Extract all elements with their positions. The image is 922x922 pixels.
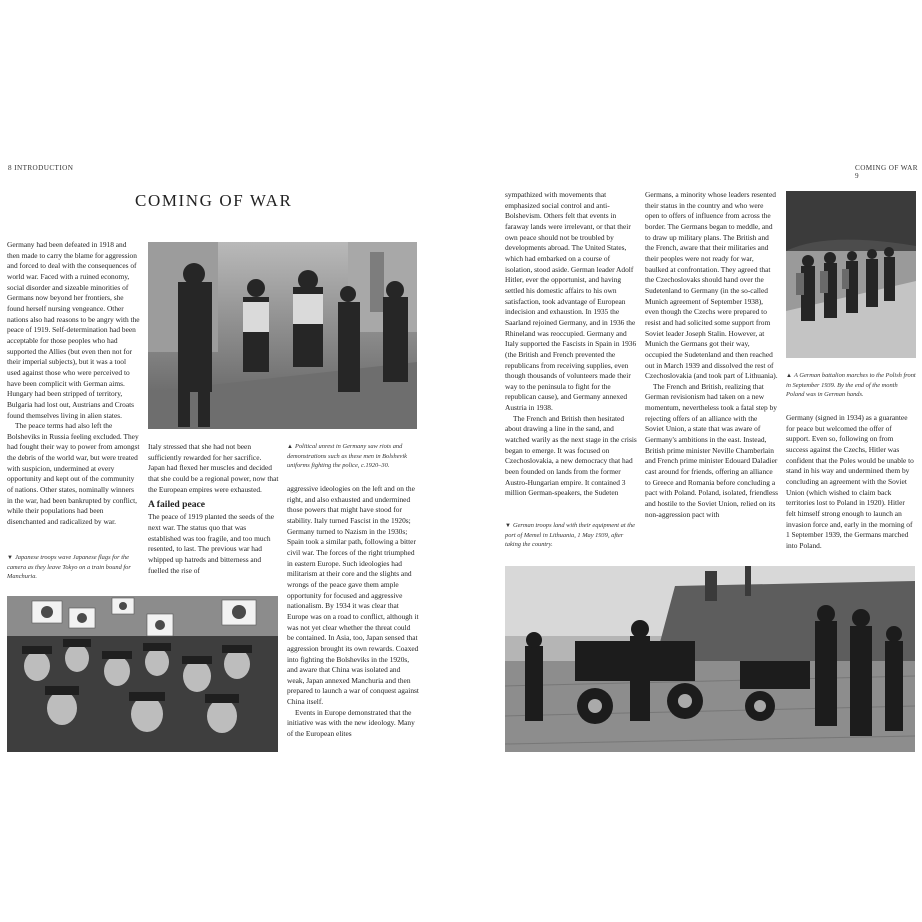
paragraph: The peace of 1919 planted the seeds of the next war. The status quo that was established was too fragile, and too much resented, to last. The previous war had whipped up hatreds and bitterness and fuelled the rise of bbox=[148, 512, 275, 575]
caption-memel: ▼ German troops land with their equipment at the port of Memel in Lithuania, 1 May 1939, after taking the country. bbox=[505, 522, 636, 549]
paragraph: sympathized with movements that emphasized social control and anti-Bolshevism. Others felt that events in faraway lands were irrelevant, or that their own peace should not be troubled by developments abroad. The United States, which had embarked on a course of isolation, stood aside. German leader Adolf Hitler, ever the opportunist, and having settled his domestic affairs to his own satisfaction, took advantage of European indecision and exhaustion. In 1935 the Saarland rejoined Germany, and in 1936 the Rhineland was reoccupied. Germany and Italy supported the Fascists in Spain in 1936 (the British and French prevented the republicans from receiving supplies, even though thousands of volunteers made their way to the peninsula to fight for the republican cause), and Germany annexed Austria in 1938. bbox=[505, 190, 637, 413]
paragraph: Germany (signed in 1934) as a guarantee for peace but welcomed the offer of support. Even so, following on from success against the Czechs, Hitler was confident that the Poles would be unable to stand in his way and undermined them by concluding an agreement with the Soviet Union (which wished to claim back territories lost to Poland in 1920). Hitler felt himself strong enough to launch an invasion force and, early in the morning of 1 September 1939, the Germans marched into Poland. bbox=[786, 413, 914, 550]
running-head-right: COMING OF WAR 9 bbox=[855, 164, 918, 180]
left-column-1 bbox=[7, 240, 140, 528]
caption-arrow-up-icon: ▲ bbox=[287, 444, 293, 450]
right-column-2 bbox=[645, 190, 778, 520]
caption-political-unrest: ▲ Political unrest in Germany saw riots and demonstrations such as these men in Bolshevik uniforms fighting the police, c.1920–30. bbox=[287, 443, 407, 470]
photo-political-unrest bbox=[148, 242, 417, 429]
photo-japanese-troops bbox=[7, 596, 278, 752]
right-column-3 bbox=[786, 413, 916, 552]
paragraph: Italy stressed that she had not been sufficiently rewarded for her sacrifice. Japan had flexed her muscles and decided that she could be a regional power, now that the European empires were exhausted. bbox=[148, 442, 279, 494]
caption-german-battalion: ▲ A German battalion marches to the Polish front in September 1939. By the end of the month Poland was in German hands. bbox=[786, 372, 916, 399]
caption-arrow-down-icon: ▼ bbox=[505, 523, 511, 529]
photo-german-battalion bbox=[786, 191, 916, 358]
subheading: A failed peace bbox=[148, 499, 206, 511]
paragraph: The French and British then hesitated about drawing a line in the sand, and watched warily as the next stage in the crisis began to emerge. It was focused on Czechoslovakia, a new democracy that had been founded on lands from the former Austro-Hungarian empire. It contained 3 million German-speakers, the Sudeten bbox=[505, 413, 637, 498]
photo-memel-landing bbox=[505, 566, 915, 752]
paragraph: Germans, a minority whose leaders resented their status in the country and who were open to offers of influence from across the border. The Germans began to meddle, and to draw up military plans. The British and the French, aware that their militaries and their peoples were not ready for war, baulked at confrontation. They agreed that the Czechoslovaks should hand over the Sudetenland to Germany (in the so-called Munich agreement of September 1938), even though the Czechs were prepared to resist and had solicited some support from Soviet leader Joseph Stalin. However, at Munich the Germans got their way, occupied the Sudetenland and then reached out in March 1939 and dissolved the rest of Czechoslovakia (and took part of Lithuania). bbox=[645, 190, 778, 381]
running-head-left: 8 INTRODUCTION bbox=[8, 164, 74, 172]
left-column-3 bbox=[287, 484, 419, 740]
caption-arrow-up-icon: ▲ bbox=[786, 373, 792, 379]
paragraph: The French and British, realizing that German revisionism had taken on a new momentum, nevertheless took a fatal step by rejecting offers of an alliance with the Soviet Union, a state that was aware of Germany's ambitions in the east. Instead, British prime minister Neville Chamberlain and French prime minister Edouard Daladier cast around for friends, offering an alliance to Greece and Romania before concluding a pact with Poland. Poland, isolated, friendless and hostile to the Soviet Union, relied on its non-aggression pact with bbox=[645, 381, 779, 519]
paragraph: Events in Europe demonstrated that the initiative was with the new ideology. Many of the European elites bbox=[287, 707, 415, 739]
paragraph: aggressive ideologies on the left and on the right, and also exhausted and undermined those powers that might have stood for stability. Italy turned Fascist in the 1920s; Germany turned to Nazism in the 1930s; Spain took a similar path, following a bitter civil war. The forces of the right triumphed in eastern Europe. Such ideologies had militarism at their core and the slights and wrongs of the peace gave them ample opportunity for focused and aggressive nationalism. By 1934 it was clear that Europe was on a road to conflict, although it was not yet clear whether the threat could be contained. In Asia, too, Japan sensed that aggression brought its own rewards. Coaxed into fighting the Bolsheviks in the 1920s, and aware that China was isolated and weak, Japan annexed Manchuria and then prepared to launch a war of conquest against China itself. bbox=[287, 484, 419, 707]
paragraph: The peace terms had also left the Bolsheviks in Russia feeling excluded. They had fought their way to power from amongst the debris of the world war, but were treated with suspicion, undermined at every opportunity and kept out of the community of nations. Other states, nominally winners in the war, had been bankrupted by conflict, while their populations had been disenchanted and radicalized by war. bbox=[7, 421, 140, 527]
page-title: COMING OF WAR bbox=[135, 191, 293, 210]
caption-arrow-down-icon: ▼ bbox=[7, 555, 13, 561]
left-column-2 bbox=[148, 442, 279, 576]
right-column-1 bbox=[505, 190, 637, 499]
caption-japan: ▼ Japanese troops wave Japanese flags for the camera as they leave Tokyo on a train bound for Manchuria. bbox=[7, 554, 131, 581]
paragraph: Germany had been defeated in 1918 and then made to carry the blame for aggression and forced to deal with the consequences of world war. Faced with a ruined economy, social disorder and sizeable minorities of Germans now beyond her frontiers, she found herself nursing vengeance. Other nations also had reasons to be angry with the peace of 1919. Self-determination had been acceptable for those peoples who had supported the Allies (but even then not for their imperial subjects), but it was a tool used against those who were perceived to have been complicit with German aims. Hungary had been stripped of territory, Bulgaria had lost out, Austrians and Croats found themselves living in alien states. bbox=[7, 240, 140, 420]
